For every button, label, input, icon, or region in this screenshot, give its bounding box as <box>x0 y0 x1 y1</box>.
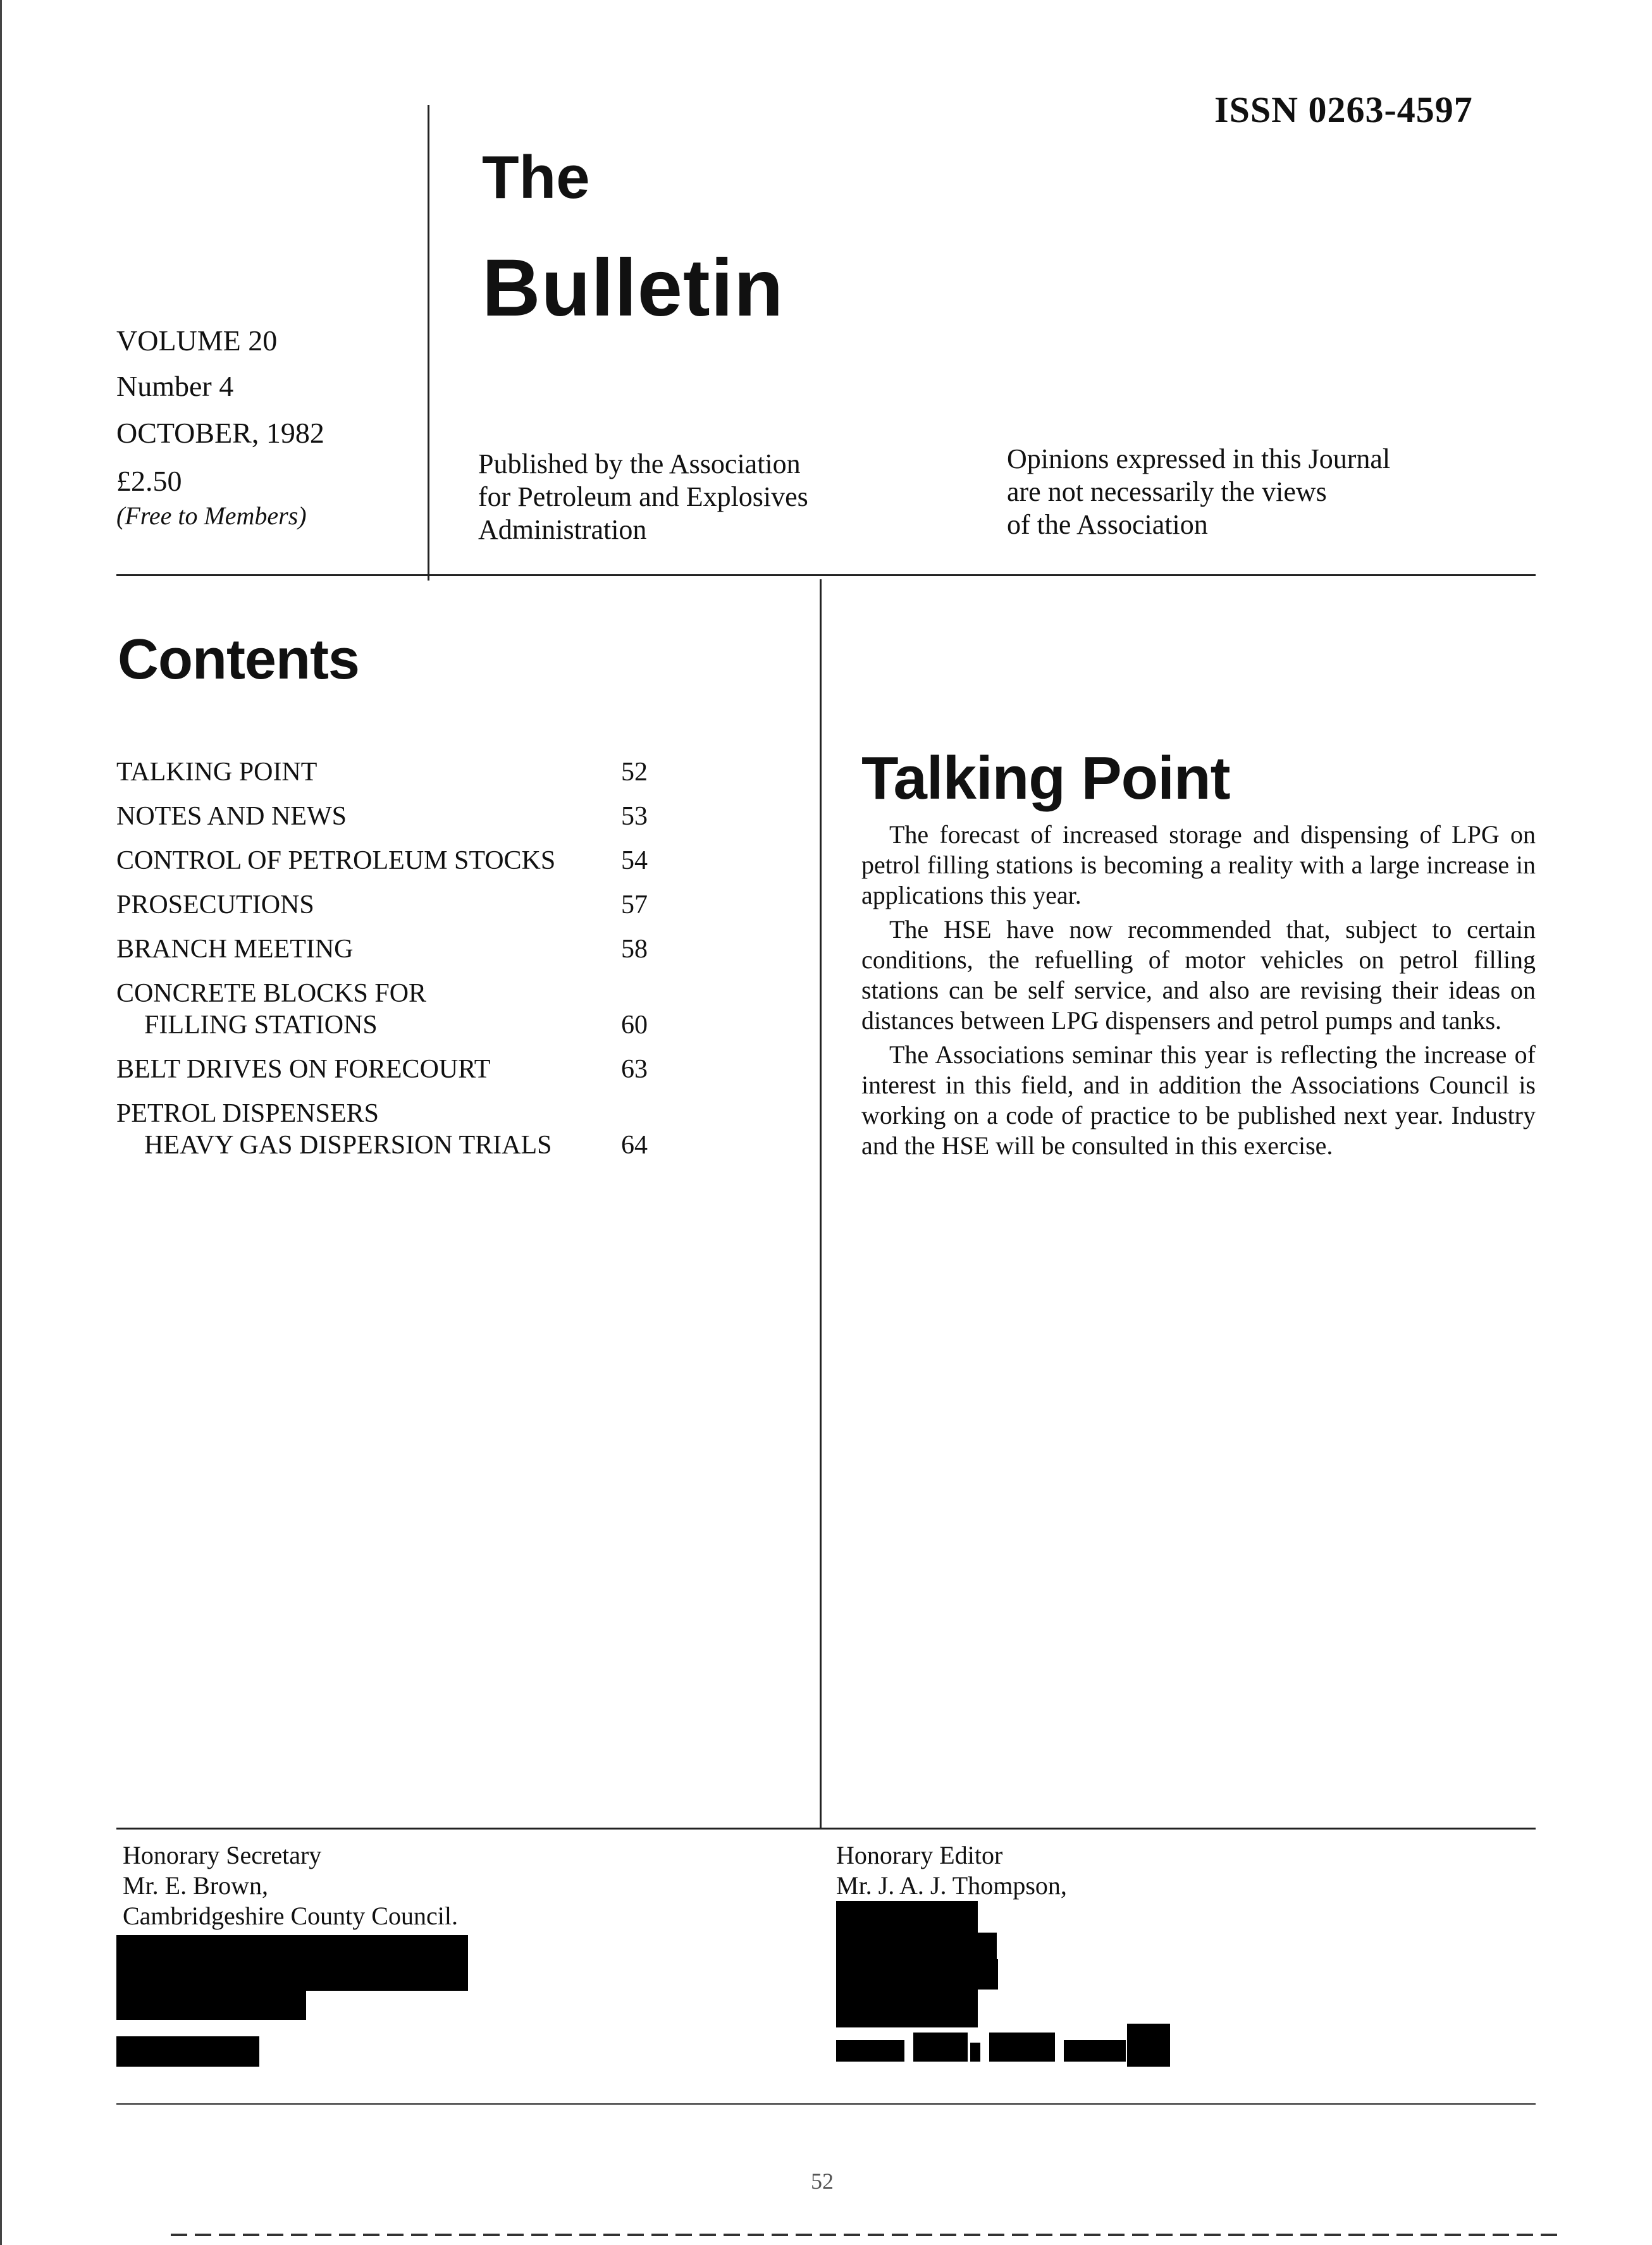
disclaimer-block <box>1007 443 1526 541</box>
header-rule <box>116 574 1536 576</box>
editor-block <box>836 1840 1067 1901</box>
toc-item-page: 54 <box>621 846 648 875</box>
publisher-line: Published by the Association <box>478 448 801 479</box>
issue-number: Number 4 <box>116 370 234 402</box>
toc-item-page: 63 <box>621 1055 648 1084</box>
redaction-box <box>116 1991 306 2020</box>
redaction-box <box>116 2036 259 2067</box>
secretary-block <box>123 1840 458 1931</box>
redaction-box <box>1127 2024 1170 2067</box>
page-number: 52 <box>811 2168 834 2194</box>
toc-item-page: 60 <box>621 1011 648 1040</box>
toc-item[interactable] <box>116 889 648 921</box>
redaction-box <box>116 1935 468 1991</box>
scan-left-edge <box>0 0 2 2245</box>
footer-bottom-rule <box>116 2103 1536 2105</box>
disclaimer-line: of the Association <box>1007 509 1208 540</box>
toc-item-page: 53 <box>621 802 648 831</box>
toc-item-title: CONTROL OF PETROLEUM STOCKS <box>116 846 556 875</box>
volume-label: VOLUME 20 <box>116 324 278 357</box>
toc-item-subtitle: FILLING STATIONS <box>144 1011 378 1040</box>
redaction-box <box>970 2043 980 2062</box>
redaction-box <box>978 1933 997 1962</box>
secretary-name: Mr. E. Brown, <box>123 1871 268 1900</box>
header-vertical-rule <box>428 105 429 581</box>
toc-item[interactable] <box>116 845 648 876</box>
toc-item-title: BRANCH MEETING <box>116 935 354 964</box>
toc-item-page: 64 <box>621 1131 648 1160</box>
toc-item[interactable] <box>116 756 648 788</box>
issn: ISSN 0263-4597 <box>1214 89 1473 130</box>
toc-item[interactable] <box>116 1098 648 1161</box>
redaction-box <box>1064 2040 1126 2062</box>
redaction-box <box>989 2033 1055 2062</box>
publisher-line: Administration <box>478 514 647 545</box>
disclaimer-line: are not necessarily the views <box>1007 476 1327 507</box>
toc-item-title: TALKING POINT <box>116 758 317 787</box>
toc-item[interactable] <box>116 978 648 1041</box>
publisher-line: for Petroleum and Explosives <box>478 481 808 512</box>
toc-item-title: PROSECUTIONS <box>116 890 314 920</box>
talking-point-body <box>861 820 1536 1165</box>
bulletin-title: Bulletin <box>482 243 784 333</box>
redaction-box <box>836 2040 904 2062</box>
toc-item-title: NOTES AND NEWS <box>116 802 347 831</box>
talking-point-paragraph: The forecast of increased storage and dispensing of LPG on petrol filling stations is becoming a reality with a large increase in applications this year. <box>861 820 1536 909</box>
scan-edge-artifact <box>171 2234 1562 2236</box>
toc-item-page: 52 <box>621 758 648 787</box>
talking-point-title: Talking Point <box>861 744 1230 812</box>
contents-title: Contents <box>118 628 359 691</box>
disclaimer-line: Opinions expressed in this Journal <box>1007 443 1391 474</box>
issue-date: OCTOBER, 1982 <box>116 417 324 449</box>
talking-point-paragraph: The Associations seminar this year is reflecting the increase of interest in this field, and in addition the Associations Council is working on a code of practice to be published next year. Industry and the HSE will be consulted in this exercise. <box>861 1040 1536 1160</box>
secretary-org: Cambridgeshire County Council. <box>123 1902 458 1930</box>
price-note: (Free to Members) <box>116 501 307 530</box>
redaction-box <box>836 1901 978 2027</box>
toc-item[interactable] <box>116 801 648 832</box>
redaction-box <box>913 2033 968 2062</box>
issue-price: £2.50 <box>116 465 182 497</box>
secretary-role: Honorary Secretary <box>123 1841 322 1869</box>
toc-item[interactable] <box>116 1054 648 1085</box>
toc-item[interactable] <box>116 933 648 965</box>
toc-item-title: PETROL DISPENSERS <box>116 1099 379 1128</box>
toc-item-title: BELT DRIVES ON FORECOURT <box>116 1055 491 1084</box>
toc-item-title: CONCRETE BLOCKS FOR <box>116 979 427 1008</box>
toc-item-subtitle: HEAVY GAS DISPERSION TRIALS <box>144 1131 552 1160</box>
editor-name: Mr. J. A. J. Thompson, <box>836 1871 1067 1900</box>
editor-role: Honorary Editor <box>836 1841 1003 1869</box>
bulletin-title-the: The <box>482 144 590 211</box>
toc-item-page: 57 <box>621 890 648 920</box>
publisher-block <box>478 448 934 546</box>
footer-rule <box>116 1828 1536 1830</box>
table-of-contents <box>116 756 648 1174</box>
column-divider <box>820 579 822 1829</box>
talking-point-paragraph: The HSE have now recommended that, subject to certain conditions, the refuelling of motor vehicles on petrol filling stations can be self service, and also are revising their ideas on distances between LPG dispensers and petrol pumps and tanks. <box>861 915 1536 1035</box>
redaction-box <box>978 1959 998 1990</box>
toc-item-page: 58 <box>621 935 648 964</box>
